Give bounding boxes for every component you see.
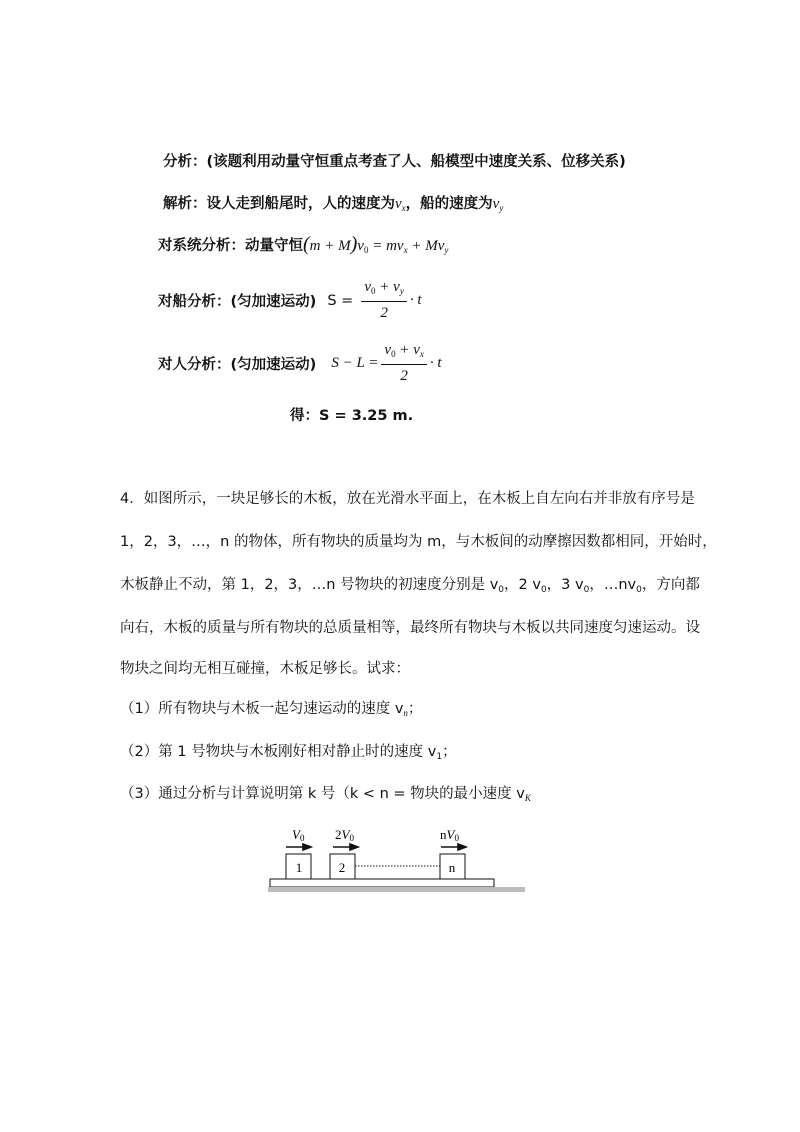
system-analysis-line <box>158 233 448 256</box>
block-n-label: n <box>448 860 456 875</box>
boat-s-label: S = <box>327 292 354 309</box>
vx-symbol: $v_x$ <box>395 196 406 213</box>
blocks-on-board-figure <box>0 820 800 940</box>
line3-part-e: ，方向都 <box>641 577 700 593</box>
person-lhs: S − L = <box>331 355 379 371</box>
person-time-factor: · t <box>429 355 442 371</box>
analysis-title: 分析：(该题利用动量守恒重点考查了人、船模型中速度关系、位移关系) <box>163 154 626 170</box>
person-fraction: $\frac{v_0 + v_x}{2}$ <box>381 340 426 387</box>
boat-fraction: $\frac{v_0 + v_y}{2}$ <box>361 277 406 324</box>
block-2-label: 2 <box>338 860 346 875</box>
solution-line <box>163 192 503 213</box>
line3-part-d: ，…nv <box>589 577 637 593</box>
question-1: （1）所有物块与木板一起匀速运动的速度 $v_n$； <box>120 701 423 718</box>
problem-line-1: 4．如图所示，一块足够长的木板，放在光滑水平面上，在木板上自左向右并非放有序号是 <box>120 491 695 507</box>
boat-time-factor: · t <box>409 292 422 308</box>
label-nv0: nV0 <box>440 827 459 843</box>
problem-line-2: 1，2，3，…，n 的物体，所有物块的质量均为 m，与木板间的动摩擦因数都相同，开始时， <box>120 534 717 550</box>
system-prefix: 对系统分析：动量守恒 <box>158 238 303 254</box>
person-prefix: 对人分析：(匀加速运动) <box>158 357 317 373</box>
result-line <box>290 404 413 425</box>
vy-symbol: $v_y$ <box>492 196 504 213</box>
result-text: 得：S = 3.25 m. <box>290 408 414 424</box>
solution-prefix: 解析：设人走到船尾时，人的速度为 <box>163 196 395 212</box>
solution-mid: ，船的速度为 <box>405 196 493 212</box>
q2-text: （2）第 1 号物块与木板刚好相对静止时的速度 v <box>120 744 437 760</box>
arrow-1-head-icon <box>303 844 311 850</box>
arrow-n-head-icon <box>458 844 466 850</box>
wooden-board <box>270 879 494 887</box>
person-analysis-line <box>158 340 442 387</box>
problem-line-3: 木板静止不动，第 1，2，3，…n 号物块的初速度分别是 $v_0$，2 $v_0$，3 $v_0$，$\dots nv_0$，方向都 <box>120 577 700 595</box>
label-v0: V0 <box>292 827 305 843</box>
line3-part-a: 木板静止不动，第 1，2，3，…n 号物块的初速度分别是 v <box>120 577 499 593</box>
block-1-label: 1 <box>295 860 303 875</box>
line3-part-c: ，3 v <box>546 577 584 593</box>
problem-line-5: 物块之间均无相互碰撞，木板足够长。试求： <box>120 661 410 677</box>
q1-text: （1）所有物块与木板一起匀速运动的速度 v <box>120 701 404 717</box>
line3-part-b: ，2 v <box>504 577 541 593</box>
problem-line-4: 向右，木板的质量与所有物块的总质量相等，最终所有物块与木板以共同速度匀速运动。设 <box>120 620 700 636</box>
ground-surface <box>268 887 525 892</box>
arrow-2-head-icon <box>350 844 358 850</box>
q2-end: ； <box>442 744 457 760</box>
label-2v0: 2V0 <box>335 827 354 843</box>
question-2: （2）第 1 号物块与木板刚好相对静止时的速度 $v_1$； <box>120 744 457 762</box>
question-3: （3）通过分析与计算说明第 k 号（k < n = 物块的最小速度 $v_K$ <box>120 786 531 803</box>
q3-text: （3）通过分析与计算说明第 k 号（k < n = 物块的最小速度 v <box>120 786 525 802</box>
momentum-equation: $(m + M)v_0 = mv_x + Mv_y$ <box>303 233 449 255</box>
boat-prefix: 对船分析：(匀加速运动) <box>158 294 317 310</box>
boat-analysis-line <box>158 277 421 324</box>
q1-end: ； <box>407 701 423 717</box>
